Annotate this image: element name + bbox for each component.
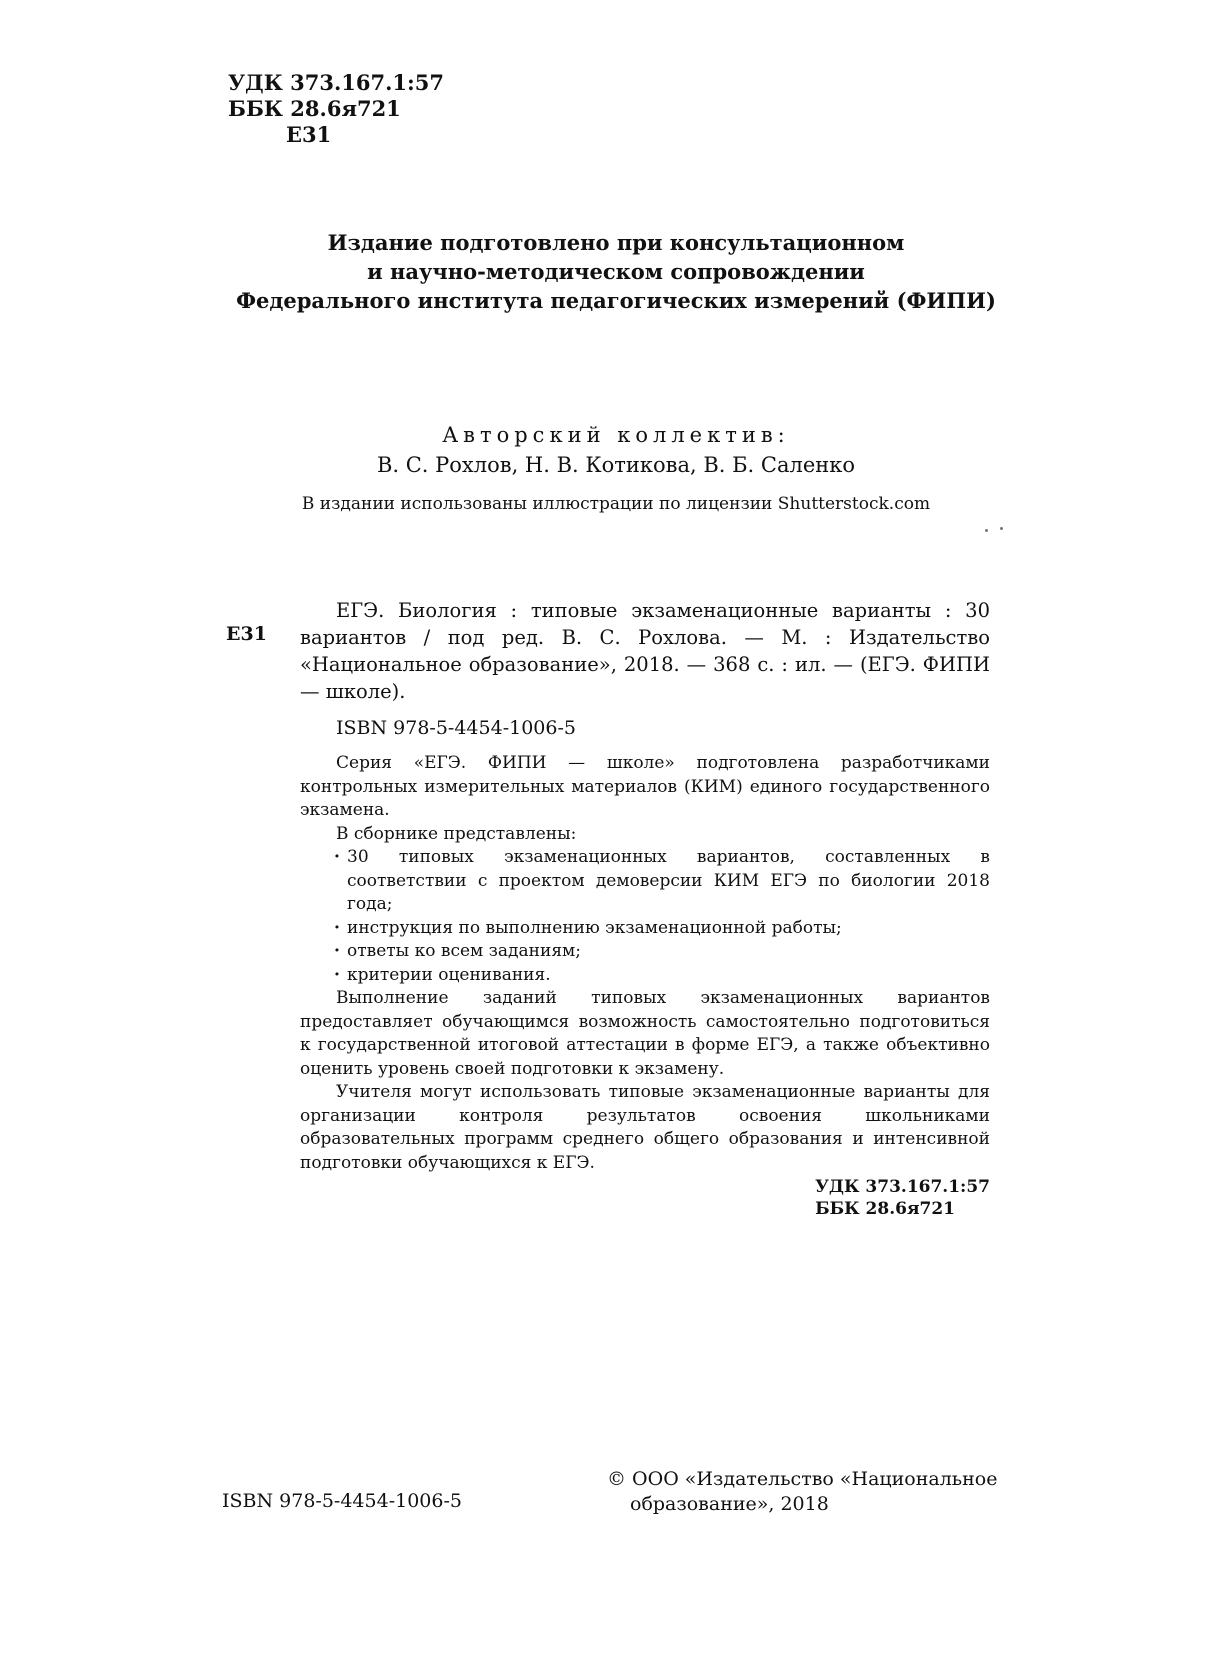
license-note: В издании использованы иллюстрации по лицензии Shutterstock.com [301,494,931,514]
copyright-notice [607,1467,997,1517]
authors-heading: Авторский коллектив: [442,423,790,447]
abstract [300,752,990,1175]
abstract-paragraph: В сборнике представлены: [336,823,577,844]
catalog-isbn: ISBN 978-5-4454-1006-5 [336,717,576,739]
contents-list [300,846,990,987]
udk-code-bottom: УДК 373.167.1:57 [815,1177,990,1197]
fipi-note-line-3: Федерального института педагогических измерений (ФИПИ) [236,288,996,313]
list-item: · критерии оценивания. [336,964,990,988]
catalog-author-mark: Е31 [226,623,267,645]
fipi-note-line-2: и научно-методическом сопровождении [367,259,865,284]
catalog-entry-text: ЕГЭ. Биология : типовые экзаменационные варианты : 30 вариантов / под ред. В. С. Рохлова. — М. : Издательство «Национальное образование», 2018. — 368 с. : ил. — (ЕГЭ. ФИПИ — школе). [300,599,990,703]
footer-isbn: ISBN 978-5-4454-1006-5 [222,1490,462,1512]
list-item: · 30 типовых экзаменационных вариантов, составленных в соответствии с проектом демоверсии КИМ ЕГЭ по биологии 2018 года; [336,846,990,917]
top-classification-codes [228,70,444,148]
udk-code: УДК 373.167.1:57 [228,70,445,95]
scan-speck [985,529,988,532]
authors-block [160,420,1072,480]
author-mark-code: Е31 [286,122,332,147]
copyright-line-2: образование», 2018 [630,1493,829,1515]
list-item: · инструкция по выполнению экзаменационной работы; [336,917,990,941]
fipi-note-line-1: Издание подготовлено при консультационном [327,230,905,255]
abstract-paragraph: Серия «ЕГЭ. ФИПИ — школе» подготовлена разработчиками контрольных измерительных материалов (КИМ) единого государственного экзамена. [300,753,990,820]
abstract-paragraph: Выполнение заданий типовых экзаменационных вариантов предоставляет обучающимся возможность самостоятельно подготовиться к государственной итоговой аттестации в форме ЕГЭ, а также объективно оценить уровень своей подготовки к экзамену. [300,988,990,1079]
scan-speck [1000,527,1003,530]
bottom-classification-codes [815,1176,990,1220]
list-item: · ответы ко всем заданиям; [336,940,990,964]
bbk-code: ББК 28.6я721 [228,96,401,121]
abstract-paragraph: Учителя могут использовать типовые экзаменационные варианты для организации контроля результатов освоения школьниками образовательных программ среднего общего образования и интенсивной подготовки обучающихся к ЕГЭ. [300,1082,990,1173]
copyright-line-1: © ООО «Издательство «Национальное [607,1468,998,1490]
catalog-entry [300,597,990,705]
fipi-consultation-note [160,228,1072,315]
bbk-code-bottom: ББК 28.6я721 [815,1199,956,1219]
authors-names: В. С. Рохлов, Н. В. Котикова, В. Б. Саленко [376,453,856,477]
